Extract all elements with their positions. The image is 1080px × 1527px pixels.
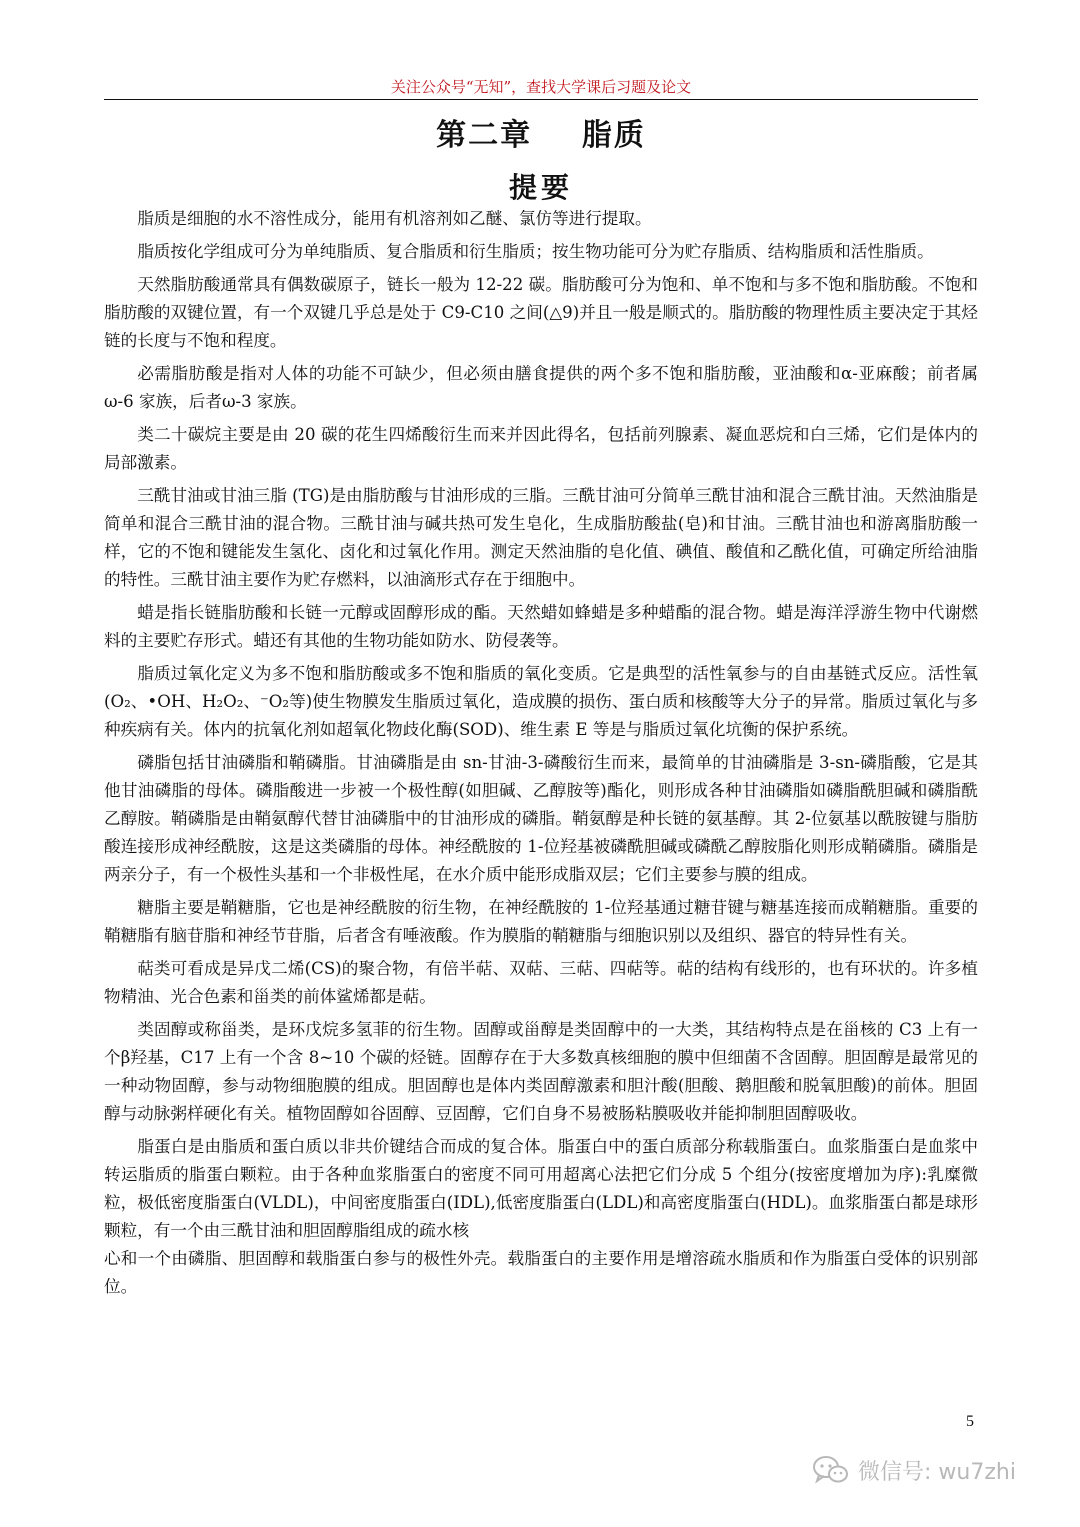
paragraph: 脂质按化学组成可分为单纯脂质、复合脂质和衍生脂质；按生物功能可分为贮存脂质、结构脂质和活性脂质。: [137, 242, 934, 261]
paragraph: 萜类可看成是异戊二烯(CS)的聚合物，有倍半萜、双萜、三萜、四萜等。萜的结构有线形的，也有环状的。许多植物精油、光合色素和甾类的前体鲨烯都是萜。: [104, 959, 978, 1006]
paragraph: 脂质过氧化定义为多不饱和脂肪酸或多不饱和脂质的氧化变质。它是典型的活性氧参与的自由基链式反应。活性氧(O₂、•OH、H₂O₂、⁻O₂等)使生物膜发生脂质过氧化，造成膜的损伤、蛋白质和核酸等大分子的异常。脂质过氧化与多种疾病有关。体内的抗氧化剂如超氧化物歧化酶(SOD)、维生素 E 等是与脂质过氧化坑衡的保护系统。: [104, 664, 978, 739]
paragraph: 糖脂主要是鞘糖脂，它也是神经酰胺的衍生物，在神经酰胺的 1-位羟基通过糖苷键与糖基连接而成鞘糖脂。重要的鞘糖脂有脑苷脂和神经节苷脂，后者含有唾液酸。作为膜脂的鞘糖脂与细胞识别以及组织、器官的特异性有关。: [104, 898, 978, 945]
watermark-text: 微信号: wu7zhi: [858, 1459, 1016, 1485]
header-rule: [104, 99, 978, 100]
paragraph: 必需脂肪酸是指对人体的功能不可缺少，但必须由膳食提供的两个多不饱和脂肪酸，亚油酸和α-亚麻酸；前者属ω-6 家族，后者ω-3 家族。: [104, 364, 978, 411]
paragraph: 类固醇或称甾类，是环戊烷多氢菲的衍生物。固醇或甾醇是类固醇中的一大类，其结构特点是在甾核的 C3 上有一个β羟基，C17 上有一个含 8~10 个碳的烃链。固醇存在于大多数真核细胞的膜中但细菌不含固醇。胆固醇是最常见的一种动物固醇，参与动物细胞膜的组成。胆固醇也是体内类固醇激素和胆汁酸(胆酸、鹅胆酸和脱氧胆酸)的前体。胆固醇与动脉粥样硬化有关。植物固醇如谷固醇、豆固醇，它们自身不易被肠粘膜吸收并能抑制胆固醇吸收。: [104, 1020, 978, 1123]
section-title: 提要: [508, 171, 573, 204]
body-text: [104, 205, 978, 1405]
header-note: 关注公众号“无知”，查找大学课后习题及论文: [390, 78, 692, 96]
chapter-title: 第二章 脂质: [436, 118, 646, 153]
paragraph: 脂蛋白是由脂质和蛋白质以非共价键结合而成的复合体。脂蛋白中的蛋白质部分称载脂蛋白。血浆脂蛋白是血浆中转运脂质的脂蛋白颗粒。由于各种血浆脂蛋白的密度不同可用超离心法把它们分成 5 个组分(按密度增加为序):乳糜微粒，极低密度脂蛋白(VLDL)，中间密度脂蛋白(IDL),低密度脂蛋白(LDL)和高密度脂蛋白(HDL)。血浆脂蛋白都是球形颗粒，有一个由三酰甘油和胆固醇脂组成的疏水核: [104, 1137, 978, 1240]
paragraph: 磷脂包括甘油磷脂和鞘磷脂。甘油磷脂是由 sn-甘油-3-磷酸衍生而来，最简单的甘油磷脂是 3-sn-磷脂酸，它是其他甘油磷脂的母体。磷脂酸进一步被一个极性醇(如胆碱、乙醇胺等)酯化，则形成各种甘油磷脂如磷脂酰胆碱和磷脂酰乙醇胺。鞘磷脂是由鞘氨醇代替甘油磷脂中的甘油形成的磷脂。鞘氨醇是种长链的氨基醇。其 2-位氨基以酰胺键与脂肪酸连接形成神经酰胺，这是这类磷脂的母体。神经酰胺的 1-位羟基被磷酰胆碱或磷酰乙醇胺脂化则形成鞘磷脂。磷脂是两亲分子，有一个极性头基和一个非极性尾，在水介质中能形成脂双层；它们主要参与膜的组成。: [104, 753, 978, 884]
paragraph: 蜡是指长链脂肪酸和长链一元醇或固醇形成的酯。天然蜡如蜂蜡是多种蜡酯的混合物。蜡是海洋浮游生物中代谢燃料的主要贮存形式。蜡还有其他的生物功能如防水、防侵袭等。: [104, 603, 978, 650]
paragraph: 天然脂肪酸通常具有偶数碳原子，链长一般为 12-22 碳。脂肪酸可分为饱和、单不饱和与多不饱和脂肪酸。不饱和脂肪酸的双键位置，有一个双键几乎总是处于 C9-C10 之间(△9)并且一般是顺式的。脂肪酸的物理性质主要决定于其烃链的长度与不饱和程度。: [104, 275, 978, 350]
page-number: 5: [966, 1413, 974, 1430]
paragraph-continuation: 心和一个由磷脂、胆固醇和载脂蛋白参与的极性外壳。载脂蛋白的主要作用是增溶疏水脂质和作为脂蛋白受体的识别部位。: [104, 1249, 978, 1296]
watermark: [812, 1455, 1016, 1485]
wechat-icon: [812, 1455, 850, 1485]
paragraph: 三酰甘油或甘油三脂 (TG)是由脂肪酸与甘油形成的三脂。三酰甘油可分简单三酰甘油和混合三酰甘油。天然油脂是简单和混合三酰甘油的混合物。三酰甘油与碱共热可发生皂化，生成脂肪酸盐(皂)和甘油。三酰甘油也和游离脂肪酸一样，它的不饱和键能发生氢化、卤化和过氧化作用。测定天然油脂的皂化值、碘值、酸值和乙酰化值，可确定所给油脂的特性。三酰甘油主要作为贮存燃料，以油滴形式存在于细胞中。: [104, 486, 978, 589]
paragraph: 类二十碳烷主要是由 20 碳的花生四烯酸衍生而来并因此得名，包括前列腺素、凝血恶烷和白三烯，它们是体内的局部激素。: [104, 425, 978, 472]
paragraph: 脂质是细胞的水不溶性成分，能用有机溶剂如乙醚、氯仿等进行提取。: [137, 209, 652, 228]
